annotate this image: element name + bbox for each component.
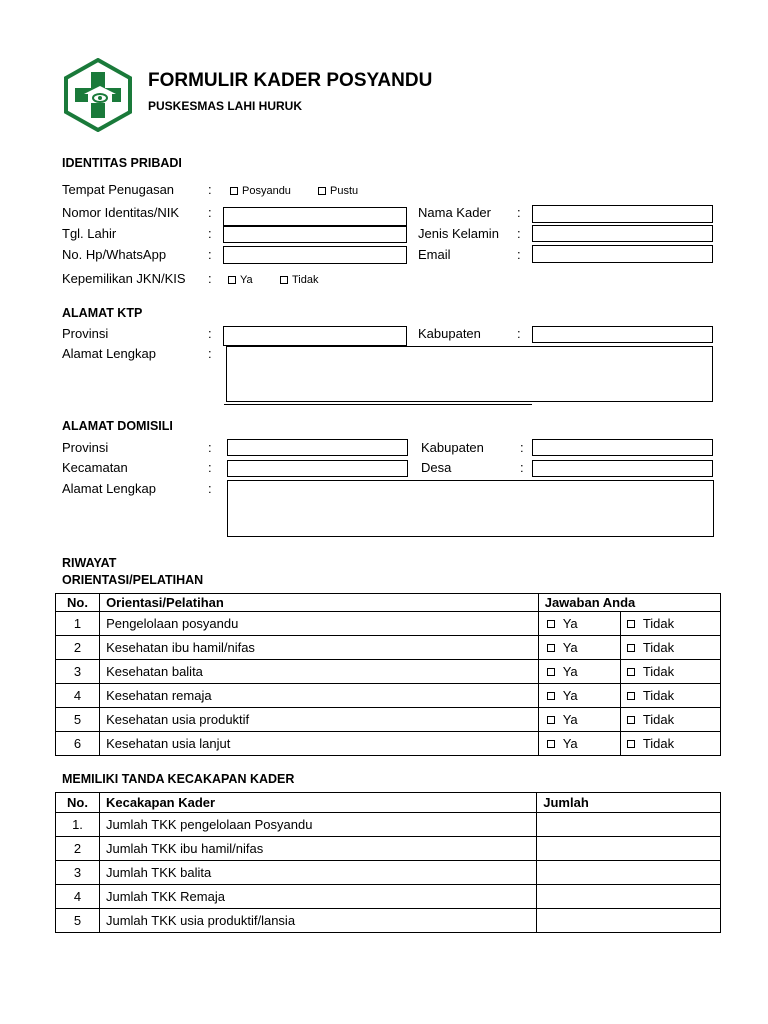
colon: : (517, 326, 521, 341)
ya-cell[interactable] (538, 636, 620, 660)
tidak-label: Tidak (642, 664, 675, 679)
tidak-cell[interactable] (620, 732, 720, 756)
colon: : (517, 205, 521, 220)
section-identitas: IDENTITAS PRIBADI (62, 156, 182, 170)
ktp-provinsi-field[interactable] (223, 326, 407, 346)
ya-label: Ya (562, 640, 578, 655)
ktp-kabupaten-label: Kabupaten (418, 326, 481, 341)
colon: : (520, 440, 524, 455)
colon: : (208, 271, 212, 286)
colon: : (208, 481, 212, 496)
col-item: Orientasi/Pelatihan (100, 594, 539, 612)
ya-label: Ya (562, 616, 578, 631)
ya-cell[interactable] (538, 732, 620, 756)
table-row (56, 612, 721, 636)
col-no: No. (56, 793, 100, 813)
table-row (56, 837, 721, 861)
table-row (56, 708, 721, 732)
checkbox-icon (318, 187, 326, 195)
row-no: 1 (56, 612, 100, 636)
dom-kabupaten-field[interactable] (532, 439, 713, 456)
colon: : (208, 205, 212, 220)
jkn-ya-checkbox[interactable] (228, 274, 253, 286)
ktp-alamat-label: Alamat Lengkap (62, 346, 156, 361)
table-row (56, 813, 721, 837)
col-jumlah: Jumlah (537, 793, 721, 813)
jumlah-field[interactable] (537, 909, 721, 933)
tidak-label: Tidak (292, 274, 319, 286)
ya-cell[interactable] (538, 660, 620, 684)
table-row (56, 861, 721, 885)
riwayat-table (55, 593, 721, 756)
table-row (56, 660, 721, 684)
colon: : (208, 346, 212, 361)
checkbox-icon (627, 716, 635, 724)
ya-label: Ya (562, 712, 578, 727)
tkk-table (55, 792, 721, 933)
row-no: 3 (56, 660, 100, 684)
section-riwayat: RIWAYAT (62, 556, 117, 570)
section-alamat-ktp: ALAMAT KTP (62, 306, 143, 320)
email-field[interactable] (532, 245, 713, 263)
dom-kabupaten-label: Kabupaten (421, 440, 484, 455)
col-item: Kecakapan Kader (99, 793, 536, 813)
colon: : (517, 226, 521, 241)
row-item: Pengelolaan posyandu (100, 612, 539, 636)
checkbox-icon (547, 692, 555, 700)
checkbox-icon (228, 276, 236, 284)
row-item: Kesehatan usia lanjut (100, 732, 539, 756)
email-label: Email (418, 247, 451, 262)
jumlah-field[interactable] (537, 885, 721, 909)
divider (224, 404, 532, 405)
dom-alamat-label: Alamat Lengkap (62, 481, 156, 496)
tgl-lahir-label: Tgl. Lahir (62, 226, 117, 241)
jenis-kelamin-field[interactable] (532, 225, 713, 242)
jumlah-field[interactable] (537, 861, 721, 885)
checkbox-icon (627, 668, 635, 676)
row-item: Jumlah TKK balita (99, 861, 536, 885)
dom-alamat-field[interactable] (227, 480, 714, 537)
checkbox-icon (280, 276, 288, 284)
tidak-label: Tidak (642, 688, 675, 703)
posyandu-label: Posyandu (242, 185, 291, 197)
table-header-row (56, 793, 721, 813)
row-no: 5 (56, 909, 100, 933)
row-no: 4 (56, 684, 100, 708)
table-row (56, 636, 721, 660)
ya-cell[interactable] (538, 612, 620, 636)
ya-cell[interactable] (538, 684, 620, 708)
jkn-tidak-checkbox[interactable] (280, 274, 319, 286)
tidak-label: Tidak (642, 640, 675, 655)
checkbox-icon (547, 740, 555, 748)
jumlah-field[interactable] (537, 813, 721, 837)
tidak-cell[interactable] (620, 708, 720, 732)
nik-field[interactable] (223, 207, 407, 226)
table-header-row (56, 594, 721, 612)
form-subtitle: PUSKESMAS LAHI HURUK (148, 99, 303, 113)
col-no: No. (56, 594, 100, 612)
row-item: Jumlah TKK Remaja (99, 885, 536, 909)
tidak-cell[interactable] (620, 612, 720, 636)
colon: : (208, 247, 212, 262)
colon: : (208, 182, 212, 197)
row-item: Kesehatan balita (100, 660, 539, 684)
tidak-cell[interactable] (620, 636, 720, 660)
dom-provinsi-field[interactable] (227, 439, 408, 456)
row-item: Kesehatan ibu hamil/nifas (100, 636, 539, 660)
ya-cell[interactable] (538, 708, 620, 732)
checkbox-icon (547, 620, 555, 628)
dom-desa-field[interactable] (532, 460, 713, 477)
dom-kecamatan-field[interactable] (227, 460, 408, 477)
row-no: 2 (56, 636, 100, 660)
pustu-label: Pustu (330, 185, 359, 197)
hp-label: No. Hp/WhatsApp (62, 247, 167, 262)
tempat-penugasan-label: Tempat Penugasan (62, 182, 175, 197)
form-title: FORMULIR KADER POSYANDU (148, 70, 433, 91)
table-row (56, 885, 721, 909)
row-item: Jumlah TKK usia produktif/lansia (99, 909, 536, 933)
colon: : (520, 460, 524, 475)
row-no: 6 (56, 732, 100, 756)
row-item: Kesehatan usia produktif (100, 708, 539, 732)
tidak-label: Tidak (642, 616, 675, 631)
hp-field[interactable] (223, 246, 407, 264)
puskesmas-logo-icon (64, 58, 132, 132)
jkn-label: Kepemilikan JKN/KIS (62, 271, 186, 286)
colon: : (208, 326, 212, 341)
ya-label: Ya (562, 736, 578, 751)
dom-desa-label: Desa (421, 460, 452, 475)
jenis-kelamin-label: Jenis Kelamin (418, 226, 499, 241)
dom-provinsi-label: Provinsi (62, 440, 109, 455)
ktp-provinsi-label: Provinsi (62, 326, 109, 341)
colon: : (208, 226, 212, 241)
colon: : (517, 247, 521, 262)
tgl-lahir-field[interactable] (223, 226, 407, 243)
checkbox-icon (547, 644, 555, 652)
checkbox-icon (547, 668, 555, 676)
row-no: 1. (56, 813, 100, 837)
row-item: Jumlah TKK pengelolaan Posyandu (99, 813, 536, 837)
ktp-alamat-field[interactable] (226, 346, 713, 402)
col-answer: Jawaban Anda (538, 594, 720, 612)
tidak-label: Tidak (642, 736, 675, 751)
checkbox-icon (627, 692, 635, 700)
posyandu-checkbox[interactable] (230, 185, 291, 197)
section-riwayat-sub: ORIENTASI/PELATIHAN (62, 573, 204, 587)
table-row (56, 732, 721, 756)
checkbox-icon (230, 187, 238, 195)
colon: : (208, 460, 212, 475)
row-no: 4 (56, 885, 100, 909)
nik-label: Nomor Identitas/NIK (62, 205, 180, 220)
tidak-cell[interactable] (620, 660, 720, 684)
colon: : (208, 440, 212, 455)
dom-kecamatan-label: Kecamatan (62, 460, 128, 475)
jumlah-field[interactable] (537, 837, 721, 861)
nama-kader-field[interactable] (532, 205, 713, 223)
section-alamat-domisili: ALAMAT DOMISILI (62, 419, 173, 433)
row-no: 3 (56, 861, 100, 885)
checkbox-icon (627, 644, 635, 652)
row-item: Jumlah TKK ibu hamil/nifas (99, 837, 536, 861)
ya-label: Ya (562, 664, 578, 679)
table-row (56, 684, 721, 708)
row-no: 5 (56, 708, 100, 732)
ya-label: Ya (240, 274, 253, 286)
tidak-cell[interactable] (620, 684, 720, 708)
row-no: 2 (56, 837, 100, 861)
checkbox-icon (627, 620, 635, 628)
ya-label: Ya (562, 688, 578, 703)
pustu-checkbox[interactable] (318, 185, 358, 197)
checkbox-icon (547, 716, 555, 724)
checkbox-icon (627, 740, 635, 748)
nama-kader-label: Nama Kader (418, 205, 491, 220)
table-row (56, 909, 721, 933)
tidak-label: Tidak (642, 712, 675, 727)
ktp-kabupaten-field[interactable] (532, 326, 713, 343)
section-tkk: MEMILIKI TANDA KECAKAPAN KADER (62, 772, 295, 786)
row-item: Kesehatan remaja (100, 684, 539, 708)
